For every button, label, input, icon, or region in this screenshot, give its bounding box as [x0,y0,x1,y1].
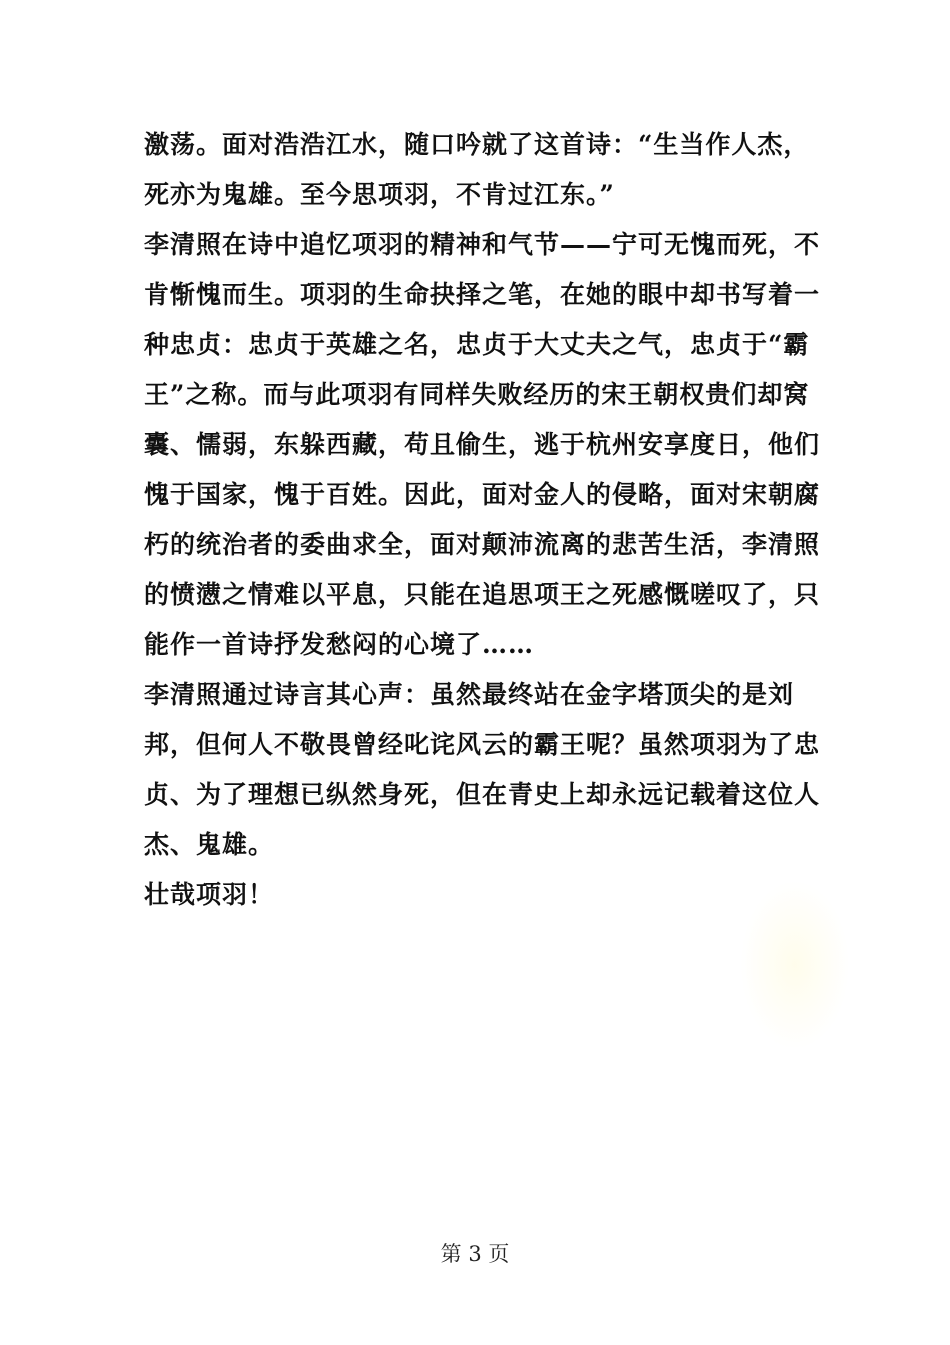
text-line: 贞、为了理想已纵然身死，但在青史上却永远记载着这位人 [144,780,821,809]
text-line: 激荡。面对浩浩江水，随口吟就了这首诗：“生当作人杰， [144,130,810,159]
text-line: 李清照通过诗言其心声：虽然最终站在金字塔顶尖的是刘 [144,680,795,709]
text-line: 种忠贞：忠贞于英雄之名，忠贞于大丈夫之气，忠贞于“霸 [144,330,810,359]
text-line: 王”之称。而与此项羽有同样失败经历的宋王朝权贵们却窝 [144,380,810,409]
text-line: 愧于国家，愧于百姓。因此，面对金人的侵略，面对宋朝腐 [144,480,821,509]
text-line: 能作一首诗抒发愁闷的心境了…… [144,630,535,659]
text-line: 壮哉项羽！ [144,880,275,909]
text-line: 朽的统治者的委曲求全，面对颠沛流离的悲苦生活，李清照 [144,530,821,559]
text-line: 李清照在诗中追忆项羽的精神和气节——宁可无愧而死，不 [144,230,821,259]
text-line: 肯惭愧而生。项羽的生命抉择之笔，在她的眼中却书写着一 [144,280,821,309]
text-line: 死亦为鬼雄。至今思项羽，不肯过江东。” [144,180,615,209]
body-text [144,120,821,920]
text-line: 的愤懑之情难以平息，只能在追思项王之死感慨嗟叹了，只 [144,580,821,609]
text-line: 囊、懦弱，东躲西藏，苟且偷生，逃于杭州安享度日，他们 [144,430,821,459]
text-line: 杰、鬼雄。 [144,830,275,859]
page-number: 第 3 页 [440,1242,510,1266]
text-line: 邦，但何人不敬畏曾经叱诧风云的霸王呢？虽然项羽为了忠 [144,730,821,759]
